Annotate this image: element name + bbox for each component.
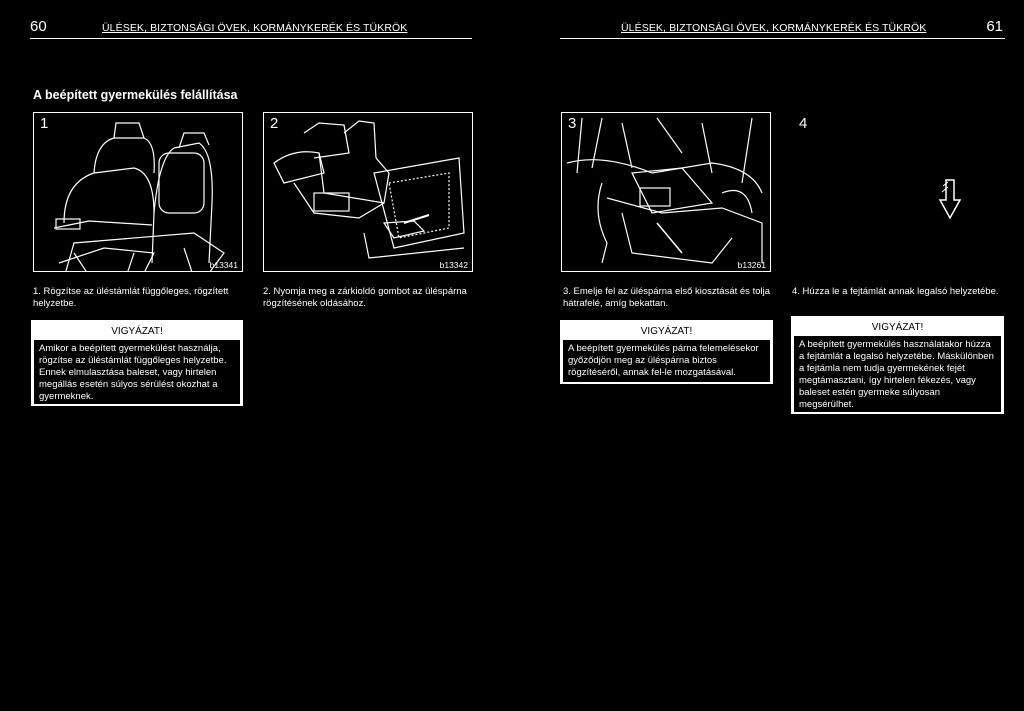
figure-number: 2 bbox=[270, 115, 279, 132]
down-arrow-icon bbox=[938, 178, 962, 220]
warning-box-3 bbox=[791, 316, 1004, 414]
warning-title: VIGYÁZAT! bbox=[871, 322, 924, 333]
warning-text: Amikor a beépített gyermekülést használja, rögzítse az üléstámlát függőleges helyzetbe. Ennek elmulasztása baleset, vagy hirtelen megállás esetén súlyos sérülést okozhat a gyermeknek. bbox=[34, 340, 240, 404]
right-page-number: 61 bbox=[986, 18, 1003, 35]
seat-release-illustration bbox=[264, 113, 472, 271]
caption-step-4: 4. Húzza le a fejtámlát annak legalsó helyzetébe. bbox=[792, 286, 999, 297]
warning-text: A beépített gyermekülés párna felemelésekor győződjön meg az üléspárna biztos rögzítéséről, annak fel-le mozgatásával. bbox=[563, 340, 770, 382]
warning-title: VIGYÁZAT! bbox=[640, 326, 693, 337]
figure-code: b13341 bbox=[209, 260, 238, 270]
warning-box-2 bbox=[560, 320, 773, 384]
figure-number: 1 bbox=[40, 115, 49, 132]
figure-3-seat-illustration bbox=[561, 112, 771, 272]
figure-code: b13261 bbox=[737, 260, 766, 270]
warning-title: VIGYÁZAT! bbox=[111, 326, 163, 337]
figure-number: 4 bbox=[799, 115, 808, 132]
left-header bbox=[30, 18, 472, 39]
warning-box-1 bbox=[31, 320, 243, 406]
seat-backrest-illustration bbox=[34, 113, 242, 271]
caption-step-2: 2. Nyomja meg a zárkioldó gombot az üléspárna rögzítésének oldásához. bbox=[263, 286, 467, 309]
figure-1-seat-illustration bbox=[33, 112, 243, 272]
right-running-title: ÜLÉSEK, BIZTONSÁGI ÖVEK, KORMÁNYKERÉK ÉS TÜKRÖK bbox=[621, 22, 927, 34]
figure-4-headrest-area bbox=[792, 112, 1002, 272]
right-header bbox=[560, 18, 1005, 39]
figure-2-seat-illustration bbox=[263, 112, 473, 272]
caption-step-3: 3. Emelje fel az üléspárna első kiosztását és tolja hátrafelé, amíg bekattan. bbox=[563, 286, 770, 309]
caption-step-1: 1. Rögzítse az üléstámlát függőleges, rögzített helyzetbe. bbox=[33, 286, 229, 309]
left-page-number: 60 bbox=[30, 18, 47, 35]
left-running-title: ÜLÉSEK, BIZTONSÁGI ÖVEK, KORMÁNYKERÉK ÉS TÜKRÖK bbox=[102, 22, 408, 34]
warning-text: A beépített gyermekülés használatakor húzza a fejtámlát a legalsó helyzetébe. Máskülönben a fejtámla nem tudja gyermekének fejét megtámasztani, így hirtelen fékezés, vagy baleset estén gyermeke súlyosan megsérülhet. bbox=[794, 336, 1001, 412]
figure-number: 3 bbox=[568, 115, 577, 132]
figure-code: b13342 bbox=[439, 260, 468, 270]
cushion-lift-illustration bbox=[562, 113, 770, 271]
section-title: A beépített gyermekülés felállítása bbox=[33, 88, 238, 102]
